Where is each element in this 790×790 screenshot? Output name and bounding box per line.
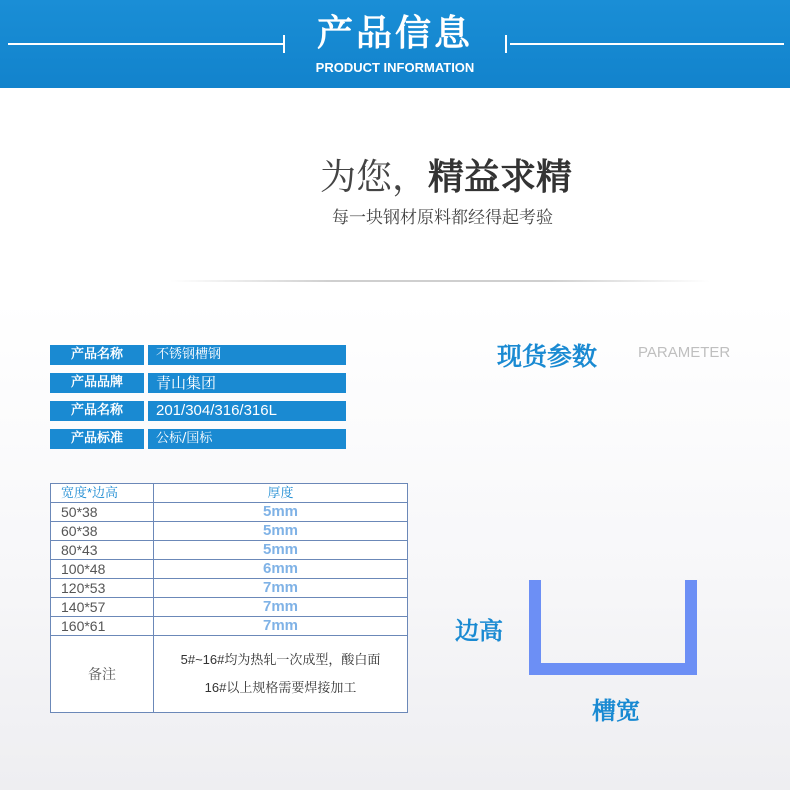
table-row [51,522,408,541]
cell-size: 50*38 [51,503,154,522]
slogan-subtitle: 每一块钢材原料都经得起考验 [332,208,553,228]
table-row [51,579,408,598]
section-divider [170,280,710,282]
header-size: 宽度*边高 [51,484,154,503]
header-tick-right [505,35,507,53]
spec-table [50,483,408,713]
table-row [51,541,408,560]
info-value: 201/304/316/316L [148,401,346,421]
spot-params-subtitle: PARAMETER [638,344,731,361]
cell-size: 160*61 [51,617,154,636]
table-header-row [51,484,408,503]
note-line-2: 16#以上规格需要焊接加工 [204,680,357,695]
cell-size: 140*57 [51,598,154,617]
header-line-right [510,43,784,45]
spot-params-title: 现货参数 [497,342,598,371]
table-row [51,617,408,636]
cell-size: 100*48 [51,560,154,579]
note-line-1: 5#~16#均为热轧一次成型，酸白面 [180,652,381,667]
slogan-light: 为您， [320,157,429,198]
table-row [51,503,408,522]
table-row [51,560,408,579]
info-key: 产品名称 [50,401,144,421]
cell-thickness: 5mm [154,541,408,560]
cell-thickness: 7mm [154,598,408,617]
cell-thickness: 5mm [154,522,408,541]
slogan-bold: 精益求精 [428,157,573,198]
info-key: 产品品牌 [50,373,144,393]
cell-size: 80*43 [51,541,154,560]
info-key: 产品标准 [50,429,144,449]
header-subtitle: PRODUCT INFORMATION [315,60,475,75]
header-title: 产品信息 [316,13,473,54]
channel-profile-diagram [529,580,697,675]
table-note-row [51,636,408,713]
note-label: 备注 [51,636,154,713]
cell-thickness: 7mm [154,579,408,598]
slogan [320,155,572,201]
cell-size: 120*53 [51,579,154,598]
cell-thickness: 5mm [154,503,408,522]
cell-thickness: 6mm [154,560,408,579]
header-banner [0,0,790,88]
channel-height-label: 边高 [455,617,503,645]
info-key: 产品名称 [50,345,144,365]
cell-thickness: 7mm [154,617,408,636]
cell-size: 60*38 [51,522,154,541]
table-row [51,598,408,617]
channel-width-label: 槽宽 [592,697,640,725]
header-thickness: 厚度 [154,484,408,503]
note-text [154,636,408,713]
info-value: 公标/国标 [148,429,346,449]
info-value: 不锈钢槽钢 [148,345,346,365]
info-value: 青山集团 [148,373,346,393]
header-tick-left [283,35,285,53]
header-line-left [8,43,283,45]
